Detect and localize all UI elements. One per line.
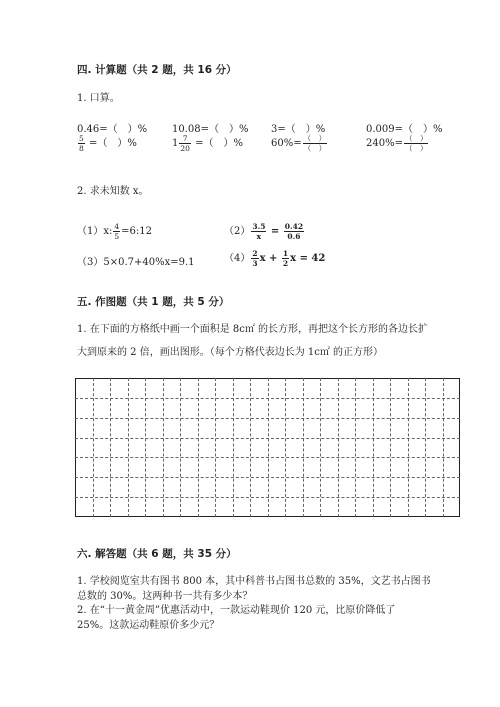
- oral-calc-3: 3=（ ）%: [271, 124, 326, 135]
- oral-calc-8: 240%= $\frac{( )}{( )}$: [366, 134, 428, 153]
- oral-calc-7: 60%= $\frac{( )}{( )}$: [271, 134, 327, 153]
- drawing-question-line-2: 大到原来的 2 倍，画出图形。（每个方格代表边长为 1c㎡ 的正方形）: [77, 347, 384, 358]
- drawing-question-line-1: 1. 在下面的方格纸中画一个面积是 8c㎡ 的长方形，再把这个长方形的各边长扩: [77, 324, 429, 335]
- fraction-blank: $\frac{( )}{( )}$: [303, 134, 327, 153]
- section-6-title: 六. 解答题（共 6 题，共 35 分）: [77, 548, 237, 560]
- grid-horizontal-line: [75, 438, 460, 439]
- grid-vertical-line: [128, 378, 129, 517]
- equation-4: （4） $\frac{2}{3}$ x + $\frac{1}{2}$ x = 42: [224, 249, 326, 268]
- grid-vertical-line: [425, 378, 426, 517]
- oral-calc-6: 1 $\frac{7}{20}$ =（ ）%: [172, 134, 243, 153]
- section-5-title: 五. 作图题（共 1 题，共 5 分）: [77, 296, 230, 308]
- grid-vertical-line: [338, 378, 339, 517]
- equation-2: （2） $\frac{3.5}{x}$ = $\frac{0.42}{0.6}$: [224, 222, 304, 241]
- grid-horizontal-line: [75, 457, 460, 458]
- grid-vertical-line: [285, 378, 286, 517]
- problem-1-line-2: 总数的 30%。这两种书一共有多少本？: [77, 591, 253, 602]
- section-4-title: 四. 计算题（共 2 题，共 16 分）: [77, 64, 237, 76]
- problem-2-line-1: 2. 在“十一黄金周”优惠活动中，一款运动鞋现价 120 元，比原价降低了: [77, 605, 396, 616]
- fraction-0.42-0.6: $\frac{0.42}{0.6}$: [284, 222, 304, 241]
- grid-vertical-line: [250, 378, 251, 517]
- grid-vertical-line: [180, 378, 181, 517]
- grid-vertical-line: [443, 378, 444, 517]
- oral-calc-4: 0.009=（ ）%: [366, 124, 443, 135]
- oral-calc-1: 0.46=（ ）%: [77, 124, 148, 135]
- grid-vertical-line: [268, 378, 269, 517]
- grid-vertical-line: [233, 378, 234, 517]
- grid-horizontal-line: [75, 418, 460, 419]
- grid-horizontal-line: [75, 398, 460, 399]
- problem-1-line-1: 1. 学校阅览室共有图书 800 本，其中科普书占图书总数的 35%，文艺书占图书: [77, 576, 431, 587]
- grid-vertical-line: [390, 378, 391, 517]
- fraction-2-3: $\frac{2}{3}$: [252, 249, 258, 268]
- question-2-label: 2. 求未知数 x。: [77, 186, 149, 197]
- grid-vertical-line: [215, 378, 216, 517]
- grid-vertical-line: [163, 378, 164, 517]
- fraction-1-2: $\frac{1}{2}$: [282, 249, 289, 268]
- grid-vertical-line: [93, 378, 94, 517]
- grid-vertical-line: [408, 378, 409, 517]
- grid-horizontal-line: [75, 477, 460, 478]
- grid-vertical-line: [320, 378, 321, 517]
- fraction-blank: $\frac{( )}{( )}$: [404, 134, 428, 153]
- grid-vertical-line: [198, 378, 199, 517]
- grid-horizontal-line: [75, 497, 460, 498]
- fraction-5-8: $\frac{5}{8}$: [79, 134, 84, 153]
- question-1-label: 1. 口算。: [77, 93, 120, 104]
- square-grid-paper[interactable]: [75, 378, 460, 517]
- grid-vertical-line: [303, 378, 304, 517]
- fraction-3.5-x: $\frac{3.5}{x}$: [252, 222, 266, 241]
- grid-vertical-line: [145, 378, 146, 517]
- oral-calc-5: $\frac{5}{8}$ =（ ）%: [79, 134, 137, 153]
- equation-3: （3）5×0.7+40%x=9.1: [77, 257, 195, 268]
- grid-vertical-line: [110, 378, 111, 517]
- grid-vertical-line: [373, 378, 374, 517]
- fraction-7-20: $\frac{7}{20}$: [180, 134, 190, 153]
- equation-1: （1）x: $\frac{4}{5}$ =6:12: [77, 222, 152, 241]
- problem-2-line-2: 25%。这款运动鞋原价多少元？: [77, 620, 220, 631]
- grid-vertical-line: [355, 378, 356, 517]
- fraction-4-5: $\frac{4}{5}$: [114, 222, 120, 241]
- oral-calc-2: 10.08=（ ）%: [172, 124, 249, 135]
